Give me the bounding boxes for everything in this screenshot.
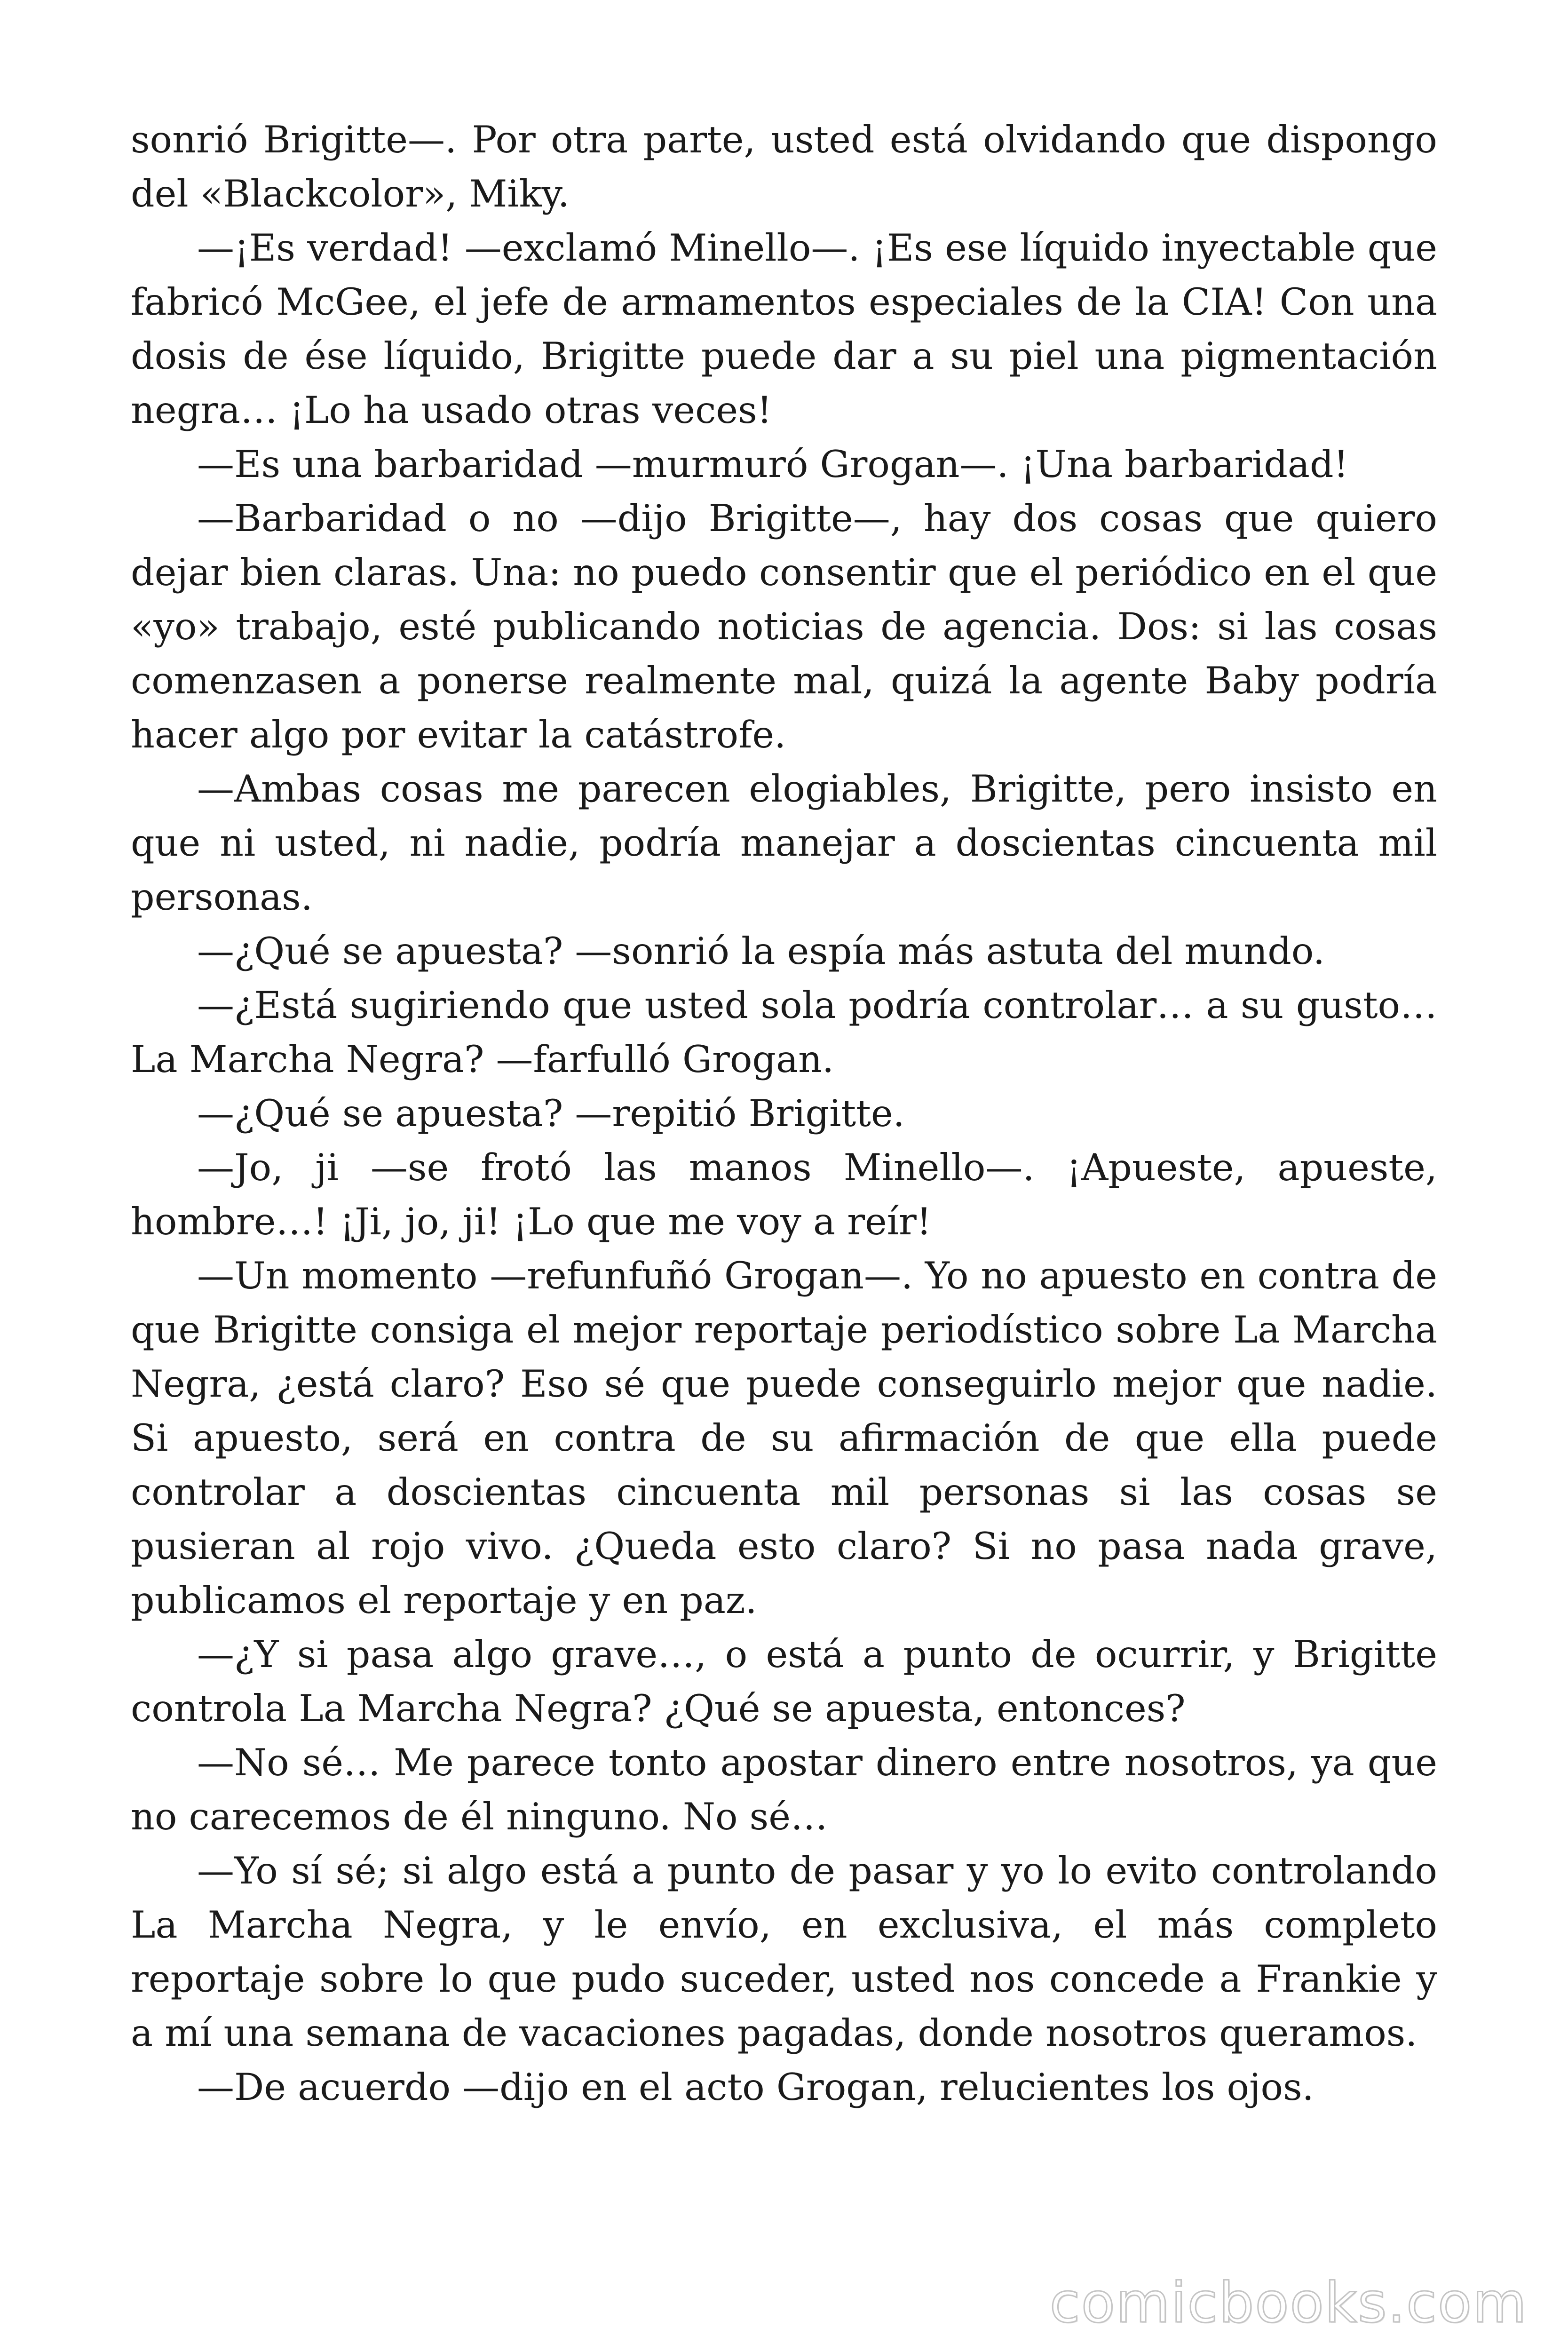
page-body bbox=[131, 113, 1437, 2114]
watermark: comicbooks.com bbox=[1049, 2270, 1528, 2335]
paragraph: —De acuerdo —dijo en el acto Grogan, relucientes los ojos. bbox=[197, 2066, 1314, 2109]
paragraph: —¡Es verdad! —exclamó Minello—. ¡Es ese líquido inyectable que fabricó McGee, el jefe de armamentos especiales de la CIA! Con una dosis de ése líquido, Brigitte puede dar a su piel una pigmentación negra… ¡Lo ha usado otras veces! bbox=[131, 226, 1437, 432]
paragraph: sonrió Brigitte—. Por otra parte, usted está olvidando que dispongo del «Blackcolor», Miky. bbox=[131, 118, 1437, 215]
paragraph: —No sé… Me parece tonto apostar dinero entre nosotros, ya que no carecemos de él ninguno. No sé… bbox=[131, 1741, 1437, 1838]
paragraph: —Es una barbaridad —murmuró Grogan—. ¡Una barbaridad! bbox=[197, 443, 1349, 486]
paragraph: —¿Está sugiriendo que usted sola podría controlar… a su gusto… La Marcha Negra? —farfulló Grogan. bbox=[131, 984, 1437, 1081]
paragraph: —¿Qué se apuesta? —repitió Brigitte. bbox=[197, 1092, 905, 1135]
paragraph: —¿Qué se apuesta? —sonrió la espía más astuta del mundo. bbox=[197, 930, 1325, 973]
paragraph: —¿Y si pasa algo grave…, o está a punto de ocurrir, y Brigitte controla La Marcha Negra? ¿Qué se apuesta, entonces? bbox=[131, 1633, 1437, 1730]
paragraph: —Yo sí sé; si algo está a punto de pasar y yo lo evito controlando La Marcha Negra, y le envío, en exclusiva, el más completo reportaje sobre lo que pudo suceder, usted nos concede a Frankie y a mí una semana de vacaciones pagadas, donde nosotros queramos. bbox=[131, 1849, 1437, 2055]
paragraph: —Barbaridad o no —dijo Brigitte—, hay dos cosas que quiero dejar bien claras. Una: no puedo consentir que el periódico en el que «yo» trabajo, esté publicando noticias de agencia. Dos: si las cosas comenzasen a ponerse realmente mal, quizá la agente Baby podría hacer algo por evitar la catástrofe. bbox=[131, 497, 1437, 756]
paragraph: —Un momento —refunfuñó Grogan—. Yo no apuesto en contra de que Brigitte consiga el mejor reportaje periodístico sobre La Marcha Negra, ¿está claro? Eso sé que puede conseguirlo mejor que nadie. Si apuesto, será en contra de su afirmación de que ella puede controlar a doscientas cincuenta mil personas si las cosas se pusieran al rojo vivo. ¿Queda esto claro? Si no pasa nada grave, publicamos el reportaje y en paz. bbox=[131, 1254, 1437, 1622]
paragraph: —Ambas cosas me parecen elogiables, Brigitte, pero insisto en que ni usted, ni nadie, podría manejar a doscientas cincuenta mil personas. bbox=[131, 767, 1437, 919]
paragraph: —Jo, ji —se frotó las manos Minello—. ¡Apueste, apueste, hombre…! ¡Ji, jo, ji! ¡Lo que me voy a reír! bbox=[131, 1146, 1437, 1243]
